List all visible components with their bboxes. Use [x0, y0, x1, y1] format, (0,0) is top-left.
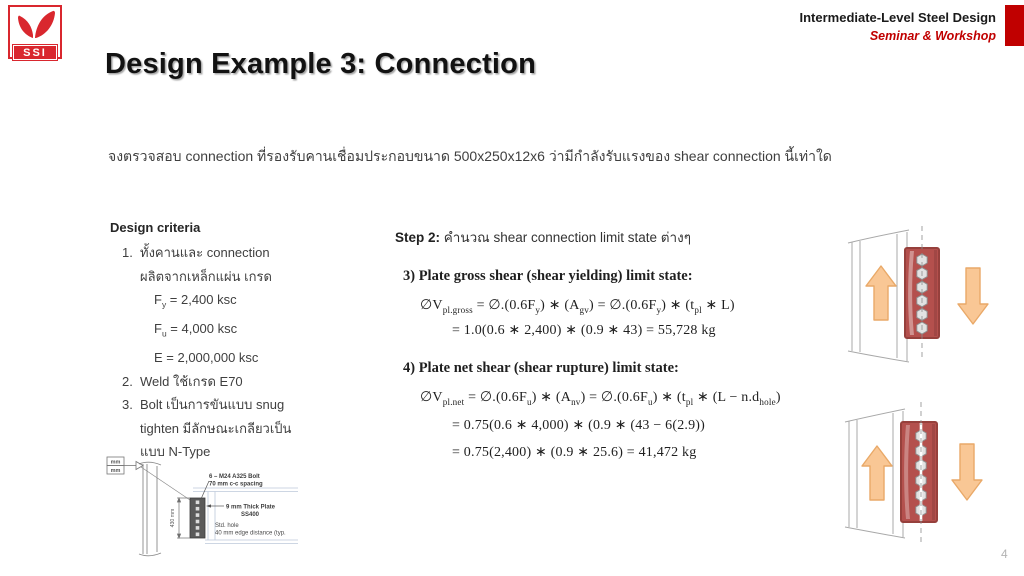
criteria-item-2 — [110, 370, 365, 394]
weld-symbol — [107, 457, 190, 500]
item-text: แบบ N-Type — [140, 444, 211, 460]
hole-note-line1: Std. hole — [215, 523, 239, 529]
item-number: 2. — [122, 373, 133, 389]
net-shear-eq1: $\emptyset V_{pl.net}$ = $\emptyset.(0.6F_u)$ ∗ $(A_{nv})$ = $\emptyset.(0.6F_u)$ ∗ ($t_{pl}$ ∗ $(L - n.d_{hole})$ — [420, 390, 781, 407]
bolt-note-line2: 70 mm c-c spacing — [209, 481, 263, 488]
item-text: Bolt เป็นการขันแบบ snug — [140, 397, 285, 413]
detail-plate — [190, 498, 205, 538]
step2-label: Step 2: — [395, 230, 441, 245]
dimension-430 — [177, 498, 190, 538]
ssi-logo-text: SSI — [13, 45, 57, 60]
net-shear-eq2: = 0.75(0.6 ∗ 4,000) ∗ (0.9 ∗ (43 − 6(2.9)) — [452, 418, 706, 433]
weld-size-label: mm — [110, 468, 121, 474]
material-property-fu: $F_u = 4,000$ ksc — [154, 321, 238, 339]
item-text: tighten มีลักษณะเกลียวเป็น — [140, 420, 292, 436]
gross-shear-heading: 3) Plate gross shear (shear yielding) limit state: — [403, 268, 693, 284]
weld-leader-line — [141, 467, 190, 500]
criteria-item-1 — [110, 241, 365, 265]
net-shear-eq3: = 0.75(2,400) ∗ (0.9 ∗ 25.6) = 41,472 kg — [452, 445, 697, 460]
bolt-note-line1: 6 – M24 A325 Bolt — [209, 474, 260, 480]
material-property-fy: $F_y = 2,400$ ksc — [154, 292, 237, 310]
page-number: 4 — [1001, 547, 1008, 561]
down-arrow-icon — [958, 268, 988, 324]
gross-shear-eq1: $\emptyset V_{pl.gross}$ = $\emptyset.(0.6F_y)$ ∗ $(A_{gv})$ = $\emptyset.(0.6F_y)$ ∗ ($t_{pl}$ ∗ L) — [420, 298, 735, 315]
ssi-logo — [8, 5, 62, 59]
item-text: ทั้งคานและ connection — [140, 245, 270, 260]
item-number: 3. — [122, 397, 133, 413]
material-property-e: E = 2,000,000 ksc — [154, 350, 259, 366]
column-member — [139, 462, 161, 556]
gross-shear-diagram — [843, 222, 1023, 382]
down-arrow-icon — [952, 444, 982, 500]
intro-text: จงตรวจสอบ connection ที่รองรับคานเชื่อมประกอบขนาด 500x250x12x6 ว่ามีกำลังรับแรงของ shear connection นี้เท่าใด — [108, 148, 832, 164]
up-arrow-icon — [862, 446, 892, 500]
header-right — [799, 9, 996, 45]
dim-height-label: 430 mm — [170, 508, 176, 528]
header-red-bar — [1005, 5, 1024, 46]
step2-title — [395, 226, 691, 248]
design-criteria — [110, 220, 365, 464]
hole-note-line2: 40 mm edge distance (typ. — [215, 530, 286, 537]
connection-detail-drawing — [105, 450, 300, 562]
item-text: ผลิตจากเหล็กแผ่น เกรด — [140, 268, 272, 284]
plate-note-line2: SS400 — [241, 512, 260, 518]
up-arrow-icon — [866, 266, 896, 320]
ssi-leaf-icon — [13, 9, 57, 39]
plate-note-line1: 9 mm Thick Plate — [226, 504, 276, 511]
page-title: Design Example 3: Connection — [105, 48, 537, 80]
criteria-item-3 — [110, 393, 365, 417]
criteria-heading: Design criteria — [110, 220, 201, 235]
net-shear-heading: 4) Plate net shear (shear rupture) limit state: — [403, 360, 679, 376]
course-title: Intermediate-Level Steel Design — [799, 10, 996, 25]
course-subtitle: Seminar & Workshop — [869, 29, 996, 43]
net-shear-diagram — [843, 400, 1023, 560]
weld-size-label: mm — [110, 459, 121, 466]
gross-shear-eq2: = 1.0(0.6 ∗ 2,400) ∗ (0.9 ∗ 43) = 55,728 kg — [452, 323, 716, 338]
rupture-tear-line — [920, 423, 923, 521]
step2-text: คำนวณ shear connection limit state ต่างๆ — [440, 230, 691, 245]
item-text: Weld ใช้เกรด E70 — [140, 373, 243, 389]
item-number: 1. — [122, 245, 133, 260]
